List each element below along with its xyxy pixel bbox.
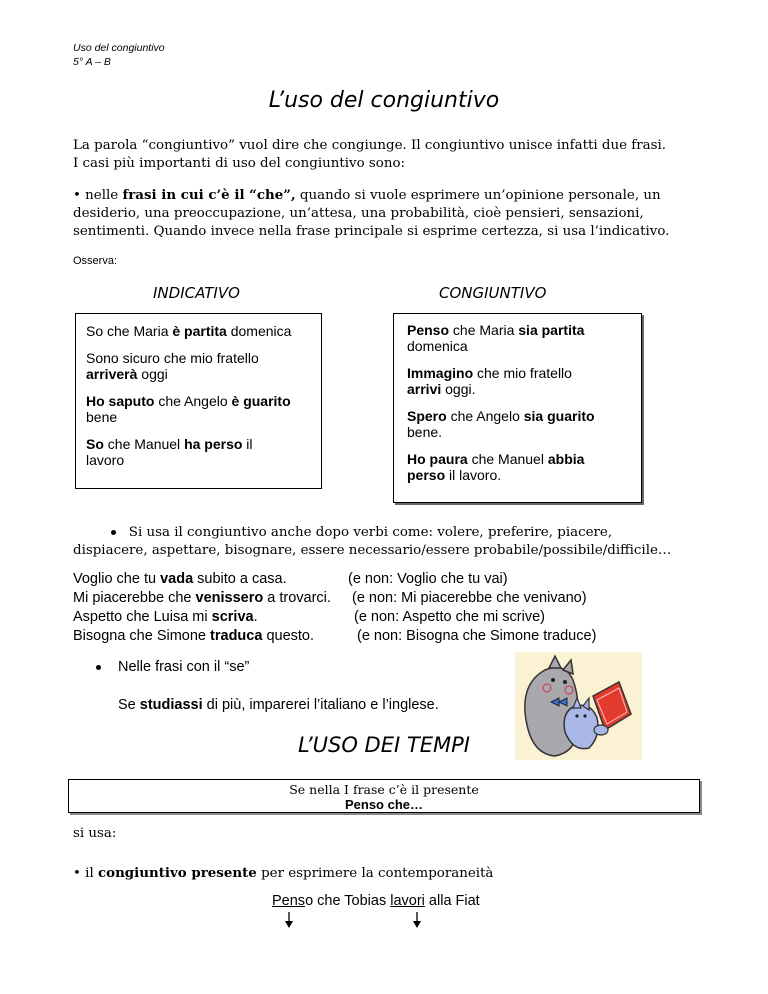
bullet-icon: • [73, 866, 86, 881]
intro-line-2: I casi più importanti di uso del congiuntivo sono: [73, 156, 406, 171]
example-row: Aspetto che Luisa mi scriva. (e non: Aspetto che mi scrive) [73, 609, 545, 625]
header-class: 5° A – B [73, 56, 111, 68]
verbi-examples [73, 570, 733, 646]
down-arrow-icon [284, 912, 294, 928]
congiuntivo-box [393, 313, 642, 503]
example-row: Mi piacerebbe che venissero a trovarci. (e non: Mi piacerebbe che venivano) [73, 590, 587, 606]
congiuntivo-example: Ho paura che Manuel abbia perso il lavoro. [407, 451, 585, 483]
bullet-congiuntivo-presente: • il congiuntivo presente per esprimere la contemporaneità [73, 865, 494, 881]
tempi-box [68, 779, 700, 813]
congiuntivo-heading: CONGIUNTIVO [439, 284, 547, 302]
congiuntivo-example: Spero che Angelo sia guarito bene. [407, 408, 595, 440]
bullet-icon: • [73, 188, 86, 203]
indicativo-box [75, 313, 322, 489]
bullet-se: Nelle frasi con il “se” [96, 659, 101, 675]
osserva-label: Osserva: [73, 255, 118, 267]
congiuntivo-example: Penso che Maria sia partita domenica [407, 322, 585, 354]
page-title: L’uso del congiuntivo [268, 88, 500, 113]
intro-line-1: La parola “congiuntivo” vuol dire che congiunge. Il congiuntivo unisce infatti due frasi. [73, 138, 667, 153]
bullet-verbi: Si usa il congiuntivo anche dopo verbi come: volere, preferire, piacere, dispiacere, aspettare, bisognare, essere necessario/essere probabile/possibile/difficile… [73, 525, 672, 558]
indicativo-heading: INDICATIVO [153, 284, 240, 302]
si-usa-label: si usa: [73, 826, 117, 841]
se-example: Se studiassi di più, imparerei l’italiano e l’inglese. [118, 697, 439, 713]
congiuntivo-example: Immagino che mio fratello arrivi oggi. [407, 365, 572, 397]
indicativo-example: Sono sicuro che mio fratello arriverà oggi [86, 350, 259, 382]
header-course: Uso del congiuntivo [73, 42, 165, 54]
example-row: Bisogna che Simone traduca questo. (e non: Bisogna che Simone traduce) [73, 628, 597, 644]
tempi-box-line1: Se nella I frase c’è il presente [289, 782, 479, 797]
indicativo-example: So che Manuel ha perso il lavoro [86, 436, 253, 468]
bullet-frasi-che: • nelle frasi in cui c’è il “che”, quando si vuole esprimere un’opinione personale, un desiderio, una preoccupazione, un’attesa, una probabilità, cioè pensieri, sensazioni, sentimenti. Quando invece nella frase principale si esprime certezza, si usa l’indicativo. [73, 187, 670, 239]
bullet-icon [111, 530, 116, 535]
bullet-icon [96, 665, 101, 670]
bullet1-bold: frasi in cui c’è il “che”, [122, 187, 296, 203]
example-row: Voglio che tu vada subito a casa. (e non: Voglio che tu vai) [73, 571, 508, 587]
intro-paragraph [73, 137, 693, 173]
tempi-heading: L’USO DEI TEMPI [298, 733, 470, 757]
final-example: Penso che Tobias lavori alla Fiat [272, 893, 480, 909]
indicativo-example: Ho saputo che Angelo è guarito bene [86, 393, 291, 425]
indicativo-example: So che Maria è partita domenica [86, 323, 292, 339]
tempi-box-line2: Penso che… [344, 797, 424, 812]
down-arrow-icon [412, 912, 422, 928]
